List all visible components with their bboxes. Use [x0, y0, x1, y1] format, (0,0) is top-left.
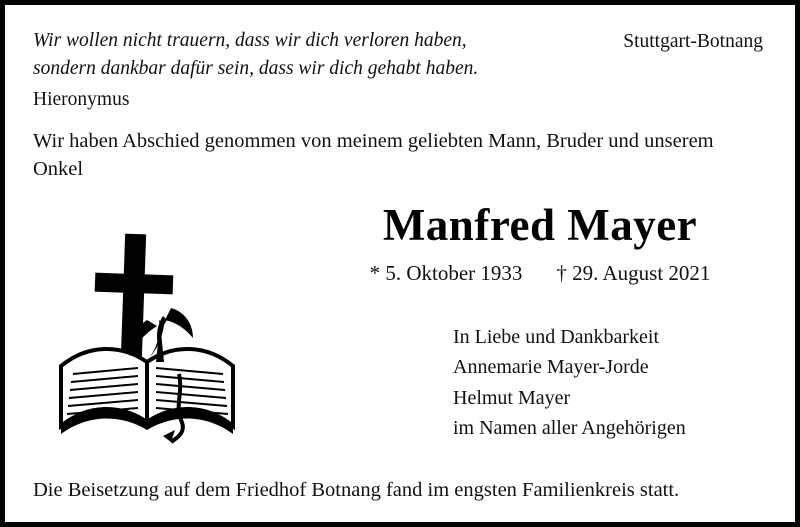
- deceased-name: Manfred Mayer: [382, 199, 698, 250]
- verse-author: Hieronymus: [33, 89, 130, 111]
- dedication-line-1: In Liebe und Dankbarkeit: [453, 325, 660, 348]
- birth-date: * 5. Oktober 1933: [369, 260, 523, 285]
- place-label: Stuttgart-Botnang: [623, 31, 763, 52]
- dedication-line-3: Helmut Mayer: [453, 386, 571, 409]
- verse-line-2: sondern dankbar dafür sein, dass wir dich gehabt haben.: [33, 57, 479, 79]
- deceased-name-block: [313, 199, 767, 286]
- intro-text: Wir haben Abschied genommen von meinem geliebten Mann, Bruder und unserem Onkel: [33, 130, 714, 181]
- notice-main: [33, 199, 767, 442]
- verse-line-1: Wir wollen nicht trauern, dass wir dich verloren haben,: [33, 30, 467, 51]
- dedication-block: [453, 322, 686, 444]
- cross-and-open-bible-icon: [43, 216, 293, 446]
- notice-content: [5, 5, 795, 522]
- death-date: † 29. August 2021: [556, 260, 711, 285]
- closing-text: Die Beisetzung auf dem Friedhof Botnang fand im engsten Familienkreis statt.: [33, 479, 680, 501]
- dedication-line-2: Annemarie Mayer-Jorde: [453, 356, 649, 379]
- life-dates: [313, 261, 767, 286]
- memorial-verse: [33, 27, 478, 82]
- dedication-line-4: im Namen aller Angehörigen: [453, 416, 686, 439]
- notice-header: [33, 27, 767, 82]
